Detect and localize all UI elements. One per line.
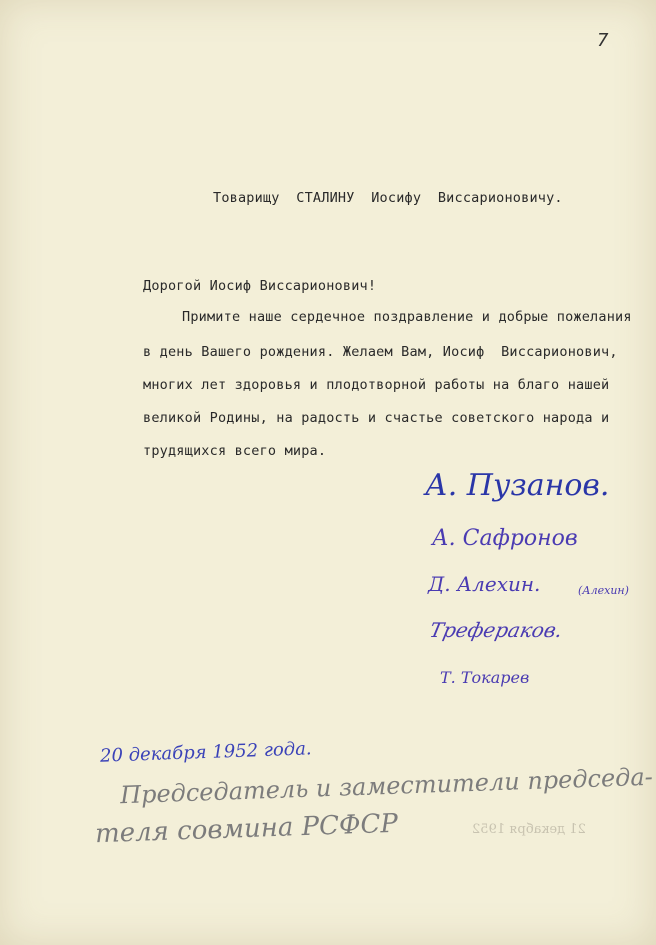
pencil-note-line-1: Председатель и заместители председа- bbox=[119, 762, 654, 810]
addressee-line: Товарищу СТАЛИНУ Иосифу Виссарионовичу. bbox=[213, 190, 563, 206]
signature-tokarev: Т. Токарев bbox=[440, 668, 530, 687]
body-line-3: многих лет здоровья и плодотворной работы на благо нашей bbox=[143, 377, 610, 393]
signature-puzanov: А. Пузанов. bbox=[425, 468, 610, 503]
page-number: 7 bbox=[597, 30, 609, 51]
signature-alekhin: Д. Алехин. bbox=[428, 572, 541, 596]
stamp-bleed-through: 21 декабря 1952 bbox=[472, 822, 586, 837]
handwritten-date: 20 декабря 1952 года. bbox=[99, 738, 312, 767]
body-line-2: в день Вашего рождения. Желаем Вам, Иосиф Виссарионович, bbox=[143, 344, 618, 360]
signature-alekhin-note: (Алехин) bbox=[578, 584, 629, 597]
body-line-1: Примите наше сердечное поздравление и добрые пожелания bbox=[182, 309, 632, 325]
signature-safronov: А. Сафронов bbox=[432, 526, 578, 551]
salutation: Дорогой Иосиф Виссарионович! bbox=[143, 278, 377, 294]
signature-4: Трефераков. bbox=[427, 618, 565, 642]
pencil-note-line-2: теля совмина РСФСР bbox=[94, 808, 399, 850]
body-line-5: трудящихся всего мира. bbox=[143, 443, 327, 459]
body-line-4: великой Родины, на радость и счастье советского народа и bbox=[143, 410, 610, 426]
